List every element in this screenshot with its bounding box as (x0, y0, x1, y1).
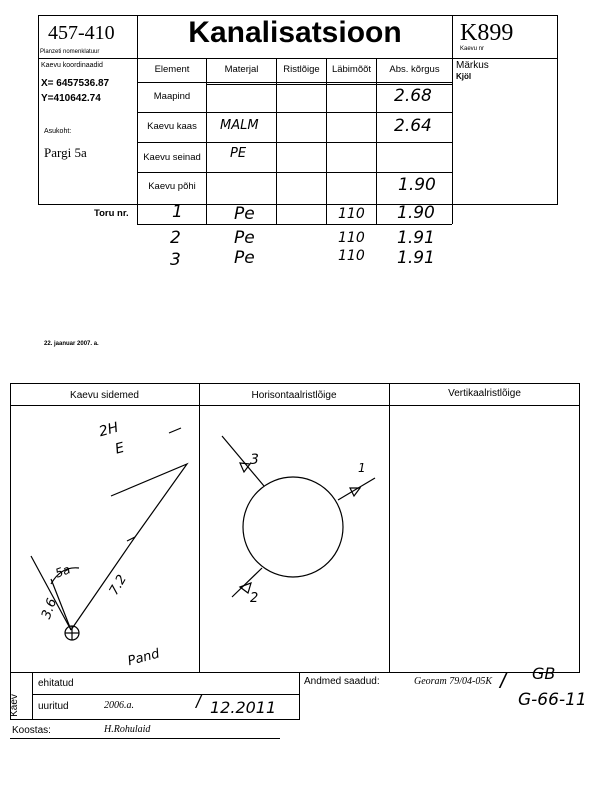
built-label: ehitatud (38, 678, 74, 689)
material-value: MALM (220, 118, 259, 133)
sketch-note-top2: E (113, 439, 127, 458)
divider (452, 205, 453, 224)
abs-height-value: 2.68 (394, 86, 432, 106)
divider (10, 738, 280, 739)
connections-sketch (11, 406, 199, 672)
compiled-value: H.Rohulaid (104, 724, 151, 735)
slash-mark: / (196, 692, 202, 712)
divider (137, 82, 452, 83)
section-title-connections: Kaevu sidemed (70, 390, 139, 401)
abs-height-value: 1.90 (398, 175, 436, 195)
row-label: Kaevu kaas (147, 121, 197, 132)
data-value: Georam 79/04-05K (414, 676, 493, 687)
pipe-label: Toru nr. (94, 208, 129, 219)
coords-label: Kaevu koordinaadid (41, 62, 103, 69)
divider (38, 58, 558, 59)
header-material: Materjal (224, 64, 259, 75)
divider (137, 172, 452, 173)
surveyed-date: 12.2011 (210, 698, 277, 717)
sketch-dist-2: 7.2 (106, 572, 131, 598)
pipe-label-2: 2 (250, 591, 259, 606)
divider (452, 15, 453, 205)
pipe-abs-height: 1.91 (397, 228, 435, 248)
code-1: GB (532, 664, 556, 683)
well-number: K899 (460, 20, 514, 46)
divider (32, 672, 33, 720)
footer-side-label: Kaev (8, 694, 20, 717)
divider (137, 112, 452, 113)
abs-height-value: 2.64 (394, 116, 432, 136)
pipe-number: 1 (172, 202, 183, 222)
divider (137, 224, 452, 225)
slash-mark: / (500, 668, 507, 693)
pipe-diameter: 110 (338, 206, 365, 222)
horizontal-sketch (200, 406, 388, 672)
data-label: Andmed saadud: (304, 676, 380, 687)
section-title-vertical: Vertikaalristlõige (448, 388, 521, 399)
page-title: Kanalisatsioon (188, 16, 402, 49)
pipe-number: 2 (170, 228, 181, 248)
section-title-horizontal: Horisontaalristlõige (251, 390, 337, 401)
compiled-label: Koostas: (12, 725, 51, 736)
header-diameter: Läbimõõt (331, 64, 372, 75)
material-value: PE (230, 146, 247, 161)
pipe-label-1: 1 (358, 461, 366, 475)
pipe-diameter: 110 (338, 230, 365, 246)
pipe-number: 3 (170, 250, 181, 270)
date-note: 22. jaanuar 2007. a. (44, 341, 99, 347)
divider (32, 694, 300, 695)
surveyed-label: uuritud (38, 701, 69, 712)
x-coord: X= 6457536.87 (41, 78, 110, 89)
pipe-abs-height: 1.91 (397, 248, 435, 268)
header-cross-section: Ristlõige (283, 64, 320, 75)
pipe-abs-height: 1.90 (397, 203, 435, 223)
location-value: Pargi 5a (44, 145, 87, 160)
pipe-material: Pe (234, 228, 255, 248)
row-label: Maapind (153, 91, 191, 102)
divider (389, 383, 390, 673)
row-label: Kaevu põhi (148, 181, 196, 192)
sketch-label-5a: 5a (53, 562, 73, 581)
sketch-dist-1: 3.6 (39, 596, 61, 622)
pipe-material: Pe (234, 248, 255, 268)
pipe-diameter: 110 (338, 248, 365, 264)
pipe-material: Pe (234, 204, 255, 224)
sheet-label: Planzeti nomenklatuur (40, 49, 100, 55)
surveyed-year: 2006.a. (104, 700, 134, 711)
location-label: Asukoht: (44, 128, 72, 135)
sketch-note-top: 2H (97, 419, 121, 441)
row-label: Kaevu seinad (143, 152, 201, 163)
remarks-label: Märkus (456, 60, 489, 71)
header-element: Element (154, 64, 190, 75)
divider (137, 142, 452, 143)
well-number-label: Kaevu nr (460, 46, 485, 52)
divider (137, 205, 138, 224)
header-abs-height: Abs. kõrgus (389, 64, 440, 75)
code-2: G-66-11 (518, 690, 587, 710)
remarks-value: Kjöl (456, 72, 472, 81)
pipe-label-3: 3 (250, 452, 259, 468)
y-coord: Y=410642.74 (41, 93, 101, 104)
divider (206, 84, 452, 85)
sheet-number: 457-410 (48, 22, 115, 44)
sketch-note-bottom: Pand (126, 646, 162, 670)
